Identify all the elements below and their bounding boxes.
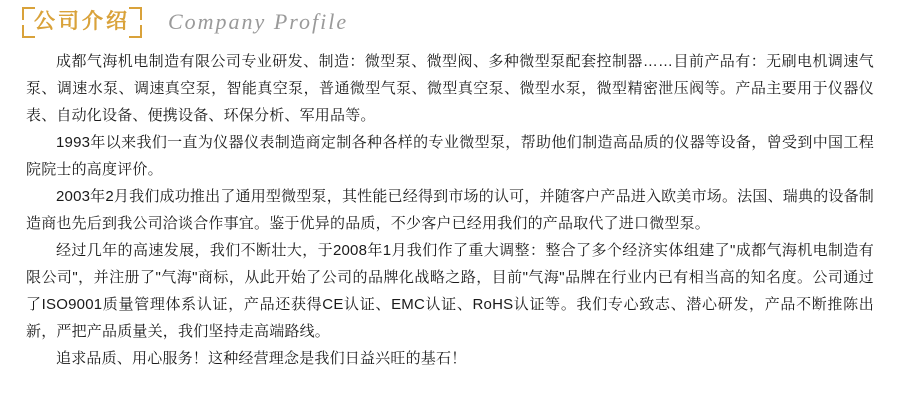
paragraph: 追求品质、用心服务！这种经营理念是我们日益兴旺的基石！ [56, 350, 467, 367]
corner-bracket-top-right-icon [129, 7, 142, 20]
corner-bracket-bottom-right-icon [129, 25, 142, 38]
paragraph: 成都气海机电制造有限公司专业研发、制造：微型泵、微型阀、多种微型泵配套控制器……目前产品有：无刷电机调速气泵、调速水泵、调速真空泵，智能真空泵，普通微型气泵、微型真空泵、微型水泵，微型精密泄压阀等。产品主要用于仪器仪表、自动化设备、便携设备、环保分析、军用品等。 [26, 53, 874, 124]
paragraph: 2003年2月我们成功推出了通用型微型泵，其性能已经得到市场的认可，并随客户产品进入欧美市场。法国、瑞典的设备制造商也先后到我公司洽谈合作事宜。鉴于优异的品质，不少客户已经用我们的产品取代了进口微型泵。 [26, 188, 874, 232]
corner-bracket-top-left-icon [22, 7, 35, 20]
page-title: 公司介绍 [34, 9, 130, 33]
page-header [0, 0, 900, 44]
paragraph: 1993年以来我们一直为仪器仪表制造商定制各种各样的专业微型泵，帮助他们制造高品质的仪器等设备，曾受到中国工程院院士的高度评价。 [26, 134, 874, 178]
paragraph: 经过几年的高速发展，我们不断壮大，于2008年1月我们作了重大调整：整合了多个经济实体组建了"成都气海机电制造有限公司"，并注册了"气海"商标，从此开始了公司的品牌化战略之路，目前"气海"品牌在行业内已有相当高的知名度。公司通过了ISO9001质量管理体系认证，产品还获得CE认证、EMC认证、RoHS认证等。我们专心致志、潜心研发，产品不断推陈出新，严把产品质量关，我们坚持走高端路线。 [26, 242, 874, 340]
corner-bracket-bottom-left-icon [22, 25, 35, 38]
page-title-english: Company Profile [168, 9, 349, 34]
title-decorated-box [22, 7, 142, 38]
profile-text-body [0, 44, 900, 372]
